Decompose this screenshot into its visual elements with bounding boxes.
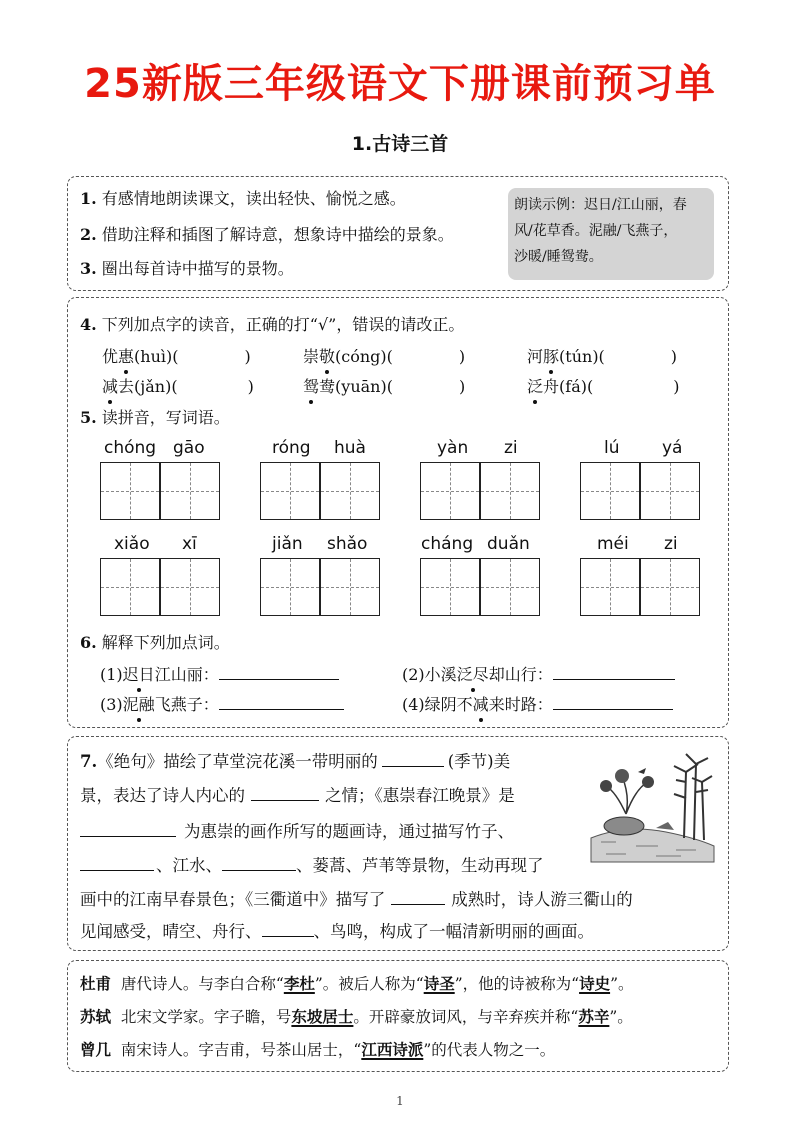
pinyin-label: chóng — [104, 438, 157, 458]
paren-close: ) — [670, 347, 678, 366]
q7-text: 为惠崇的画作所写的题画诗，通过描写竹子、 — [184, 822, 514, 841]
pinyin-label: huà — [334, 438, 366, 458]
dotted-char: 敬 — [319, 344, 335, 367]
answer-blank[interactable] — [262, 920, 314, 937]
paren-close: ) — [458, 377, 466, 396]
q7-text: 画中的江南早春景色；《三衢道中》描写了 — [80, 890, 386, 909]
author-text: 南宋诗人。字吉甫，号茶山居士，“ — [120, 1041, 362, 1059]
author-row — [80, 972, 634, 994]
q7-text: 之情；《惠崇春江晚景》是 — [325, 786, 515, 805]
dotted-word: 减 — [473, 692, 489, 715]
keyword: 苏辛 — [578, 1007, 610, 1026]
author-name: 苏轼 — [80, 1007, 112, 1026]
author-text: 。开辟豪放词风，与辛弃疾并称“ — [353, 1008, 579, 1026]
q7-text: 、江水、 — [156, 856, 222, 875]
q7-line — [80, 782, 515, 806]
word-char: 鸯 — [319, 377, 336, 396]
goal-number: 3. — [80, 259, 97, 278]
dotted-char: 豚 — [543, 344, 559, 367]
answer-blank[interactable] — [391, 888, 445, 905]
writing-grid[interactable] — [260, 558, 320, 616]
paren-close: ) — [244, 347, 251, 366]
page-number: 1 — [396, 1094, 404, 1108]
dotted-char: 惠 — [118, 344, 134, 367]
q7-text: 成熟时，诗人游三衢山的 — [451, 890, 633, 909]
writing-grid[interactable] — [100, 462, 160, 520]
q7-line — [80, 748, 510, 772]
author-text: ”的代表人物之一。 — [423, 1041, 556, 1059]
author-text: ”。被后人称为“ — [314, 975, 424, 993]
paren-close: ) — [458, 347, 466, 366]
writing-grid[interactable] — [420, 462, 480, 520]
word-char: 去 — [118, 377, 135, 396]
example-line: 风/花草香。泥融/飞燕子， — [514, 223, 678, 239]
pinyin-label: méi — [597, 534, 629, 554]
pinyin-label: gāo — [173, 438, 205, 458]
keyword: 江西诗派 — [361, 1040, 424, 1059]
pinyin-label: zi — [664, 534, 678, 554]
pinyin: (cóng)( — [335, 347, 393, 366]
goal-text: 借助注释和插图了解诗意，想象诗中描绘的景象。 — [101, 225, 454, 244]
q7-text: 见闻感受，晴空、舟行、 — [80, 922, 262, 941]
q7-line — [80, 886, 633, 910]
pronunciation-item — [102, 344, 251, 367]
goal-item — [80, 256, 294, 279]
dotted-char: 减 — [102, 374, 118, 397]
pinyin: (fá)( — [559, 377, 594, 396]
explain-item — [402, 662, 675, 685]
item-suffix: 却山行： — [488, 665, 553, 684]
q7-text: 景，表达了诗人内心的 — [80, 786, 245, 805]
question-6 — [80, 630, 230, 653]
pronunciation-item — [102, 374, 254, 397]
pinyin: (jǎn)( — [134, 377, 178, 396]
pinyin-label: yá — [662, 438, 683, 458]
q7-line — [80, 918, 594, 942]
answer-blank[interactable] — [553, 663, 675, 680]
author-text: ”。 — [609, 1008, 633, 1026]
pinyin: (huì)( — [134, 347, 179, 366]
word-char: 优 — [102, 347, 119, 366]
question-text: 解释下列加点词。 — [101, 633, 230, 652]
pinyin-label: cháng — [421, 534, 474, 554]
author-name: 曾几 — [80, 1040, 112, 1059]
pinyin-label: yàn — [437, 438, 469, 458]
page-title: 25新版三年级语文下册课前预习单 — [84, 61, 716, 107]
goal-item — [80, 186, 406, 209]
pronunciation-item — [527, 374, 679, 397]
question-number: 4. — [80, 315, 97, 334]
dotted-word: 泥融 — [123, 692, 155, 715]
goal-item — [80, 222, 454, 245]
paren-close: ) — [673, 377, 680, 396]
pinyin-label: shǎo — [327, 534, 368, 554]
q7-line — [80, 852, 544, 876]
goal-number: 1. — [80, 189, 97, 208]
q7-line — [80, 818, 514, 842]
answer-blank[interactable] — [80, 820, 176, 837]
explain-item — [402, 692, 673, 715]
answer-blank[interactable] — [222, 854, 296, 871]
question-text: 读拼音，写词语。 — [101, 408, 230, 427]
item-suffix: 来时路： — [488, 695, 553, 714]
keyword: 东坡居士 — [291, 1007, 354, 1026]
explain-item — [100, 692, 344, 715]
word-char: 舟 — [543, 377, 560, 396]
author-text: ”，他的诗被称为“ — [454, 975, 580, 993]
pinyin-label: róng — [272, 438, 311, 458]
question-number: 5. — [80, 408, 97, 427]
q7-text: (季节)美 — [447, 752, 511, 771]
answer-blank[interactable] — [251, 784, 319, 801]
author-row — [80, 1038, 555, 1060]
item-prefix: (4)绿阴不 — [402, 695, 473, 714]
keyword: 诗史 — [579, 974, 611, 993]
goal-text: 圈出每首诗中描写的景物。 — [101, 259, 294, 278]
writing-grid[interactable] — [640, 462, 700, 520]
pronunciation-item — [527, 344, 677, 367]
question-number: 6. — [80, 633, 97, 652]
dotted-word: 迟日 — [123, 662, 155, 685]
goal-number: 2. — [80, 225, 97, 244]
answer-blank[interactable] — [382, 750, 444, 767]
author-row — [80, 1005, 633, 1027]
writing-grid[interactable] — [420, 558, 480, 616]
pinyin: (tún)( — [559, 347, 605, 366]
item-suffix: 飞燕子： — [154, 695, 219, 714]
item-suffix: 江山丽： — [154, 665, 219, 684]
writing-grid[interactable] — [580, 558, 640, 616]
pronunciation-item — [303, 344, 465, 367]
keyword: 李杜 — [283, 974, 315, 993]
dotted-word: 泛尽 — [457, 662, 489, 685]
writing-grid[interactable] — [160, 558, 220, 616]
writing-grid[interactable] — [580, 462, 640, 520]
q7-text: 《绝句》描绘了草堂浣花溪一带明丽的 — [97, 752, 378, 771]
pronunciation-item — [303, 374, 465, 397]
word-char: 河 — [527, 347, 544, 366]
landscape-illustration — [586, 742, 718, 864]
goal-text: 有感情地朗读课文，读出轻快、愉悦之感。 — [101, 189, 406, 208]
dotted-char: 泛 — [527, 374, 543, 397]
pinyin-label: xiǎo — [114, 534, 150, 554]
item-prefix: (2)小溪 — [402, 665, 457, 684]
writing-grid[interactable] — [320, 462, 380, 520]
author-text: ”。 — [610, 975, 634, 993]
answer-blank[interactable] — [80, 854, 154, 871]
example-line: 沙暖/睡鸳鸯。 — [514, 249, 603, 265]
writing-grid[interactable] — [260, 462, 320, 520]
keyword: 诗圣 — [423, 974, 455, 993]
pinyin: (yuān)( — [335, 377, 393, 396]
writing-grid[interactable] — [160, 462, 220, 520]
q7-text: 、蒌蒿、芦苇等景物，生动再现了 — [296, 856, 544, 875]
author-text: 唐代诗人。与李白合称“ — [120, 975, 284, 993]
writing-grid[interactable] — [320, 558, 380, 616]
q7-text: 、鸟鸣，构成了一幅清新明丽的画面。 — [313, 922, 594, 941]
writing-grid[interactable] — [480, 462, 540, 520]
question-text: 下列加点字的读音，正确的打“√”，错误的请改正。 — [101, 315, 465, 334]
example-line: 朗读示例：迟日/江山丽，春 — [514, 197, 687, 213]
question-5 — [80, 405, 230, 428]
writing-grid[interactable] — [100, 558, 160, 616]
author-name: 杜甫 — [80, 974, 112, 993]
dotted-char: 鸳 — [303, 374, 319, 397]
item-prefix: (1) — [100, 665, 123, 684]
pinyin-label: jiǎn — [272, 534, 303, 554]
pinyin-label: zi — [504, 438, 518, 458]
pinyin-label: duǎn — [487, 534, 530, 554]
answer-blank[interactable] — [219, 663, 339, 680]
question-4 — [80, 312, 464, 335]
paren-close: ) — [247, 377, 254, 396]
reading-example — [508, 188, 714, 280]
pinyin-label: lú — [604, 438, 620, 458]
word-char: 崇 — [303, 347, 320, 366]
item-prefix: (3) — [100, 695, 123, 714]
answer-blank[interactable] — [219, 693, 344, 710]
writing-grid[interactable] — [480, 558, 540, 616]
lesson-title: 1.古诗三首 — [351, 133, 449, 155]
explain-item — [100, 662, 339, 685]
author-text: 北宋文学家。字子瞻，号 — [120, 1008, 292, 1026]
pinyin-label: xī — [182, 534, 197, 554]
answer-blank[interactable] — [553, 693, 673, 710]
question-number: 7. — [80, 752, 98, 771]
writing-grid[interactable] — [640, 558, 700, 616]
